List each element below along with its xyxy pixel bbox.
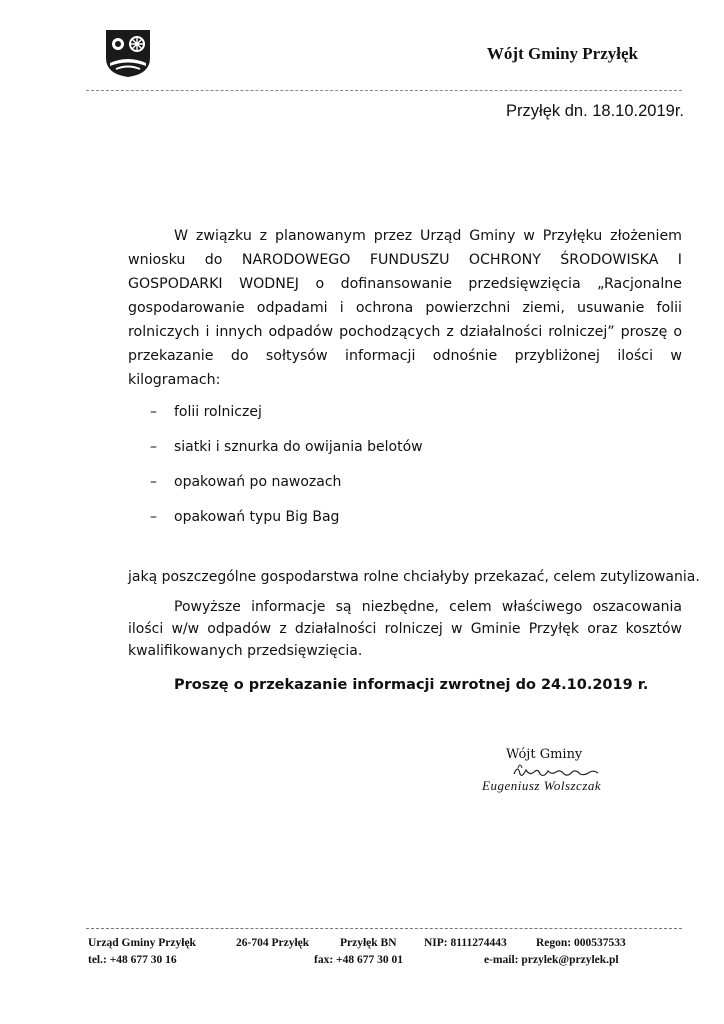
- footer-postal: 26-704 Przyłęk: [236, 937, 310, 949]
- deadline-notice: Proszę o przekazanie informacji zwrotnej do 24.10.2019 r.: [174, 677, 649, 693]
- footer-office: Urząd Gminy Przyłęk: [88, 937, 196, 949]
- footer-regon: Regon: 000537533: [536, 937, 626, 949]
- header-title: Wójt Gminy Przyłęk: [486, 44, 638, 63]
- list-dash: –: [150, 509, 157, 525]
- signature-title: Wójt Gminy: [506, 747, 583, 762]
- place-date: Przyłęk dn. 18.10.2019r.: [506, 102, 684, 120]
- waste-type-list: [150, 400, 423, 540]
- list-dash: –: [150, 404, 157, 420]
- intro-paragraph: W związku z planowanym przez Urząd Gminy w Przyłęku złożeniem wniosku do NARODOWEGO FUNDUSZU OCHRONY ŚRODOWISKA I GOSPODARKI WODNEJ o dofinansowanie przedsięwzięcia „Racjonalne gospodarowanie odpadami i ochrona powierzchni ziemi, usuwanie folii rolniczych i innych odpadów pochodzących z działalności rolniczej” proszę o przekazanie do sołtysów informacji odnośnie przybliżonej ilości w kilogramach:: [128, 228, 682, 388]
- footer-tel: tel.: +48 677 30 16: [88, 954, 177, 966]
- list-item-label: opakowań po nawozach: [174, 474, 342, 490]
- list-item-label: siatki i sznurka do owijania belotów: [174, 439, 423, 455]
- list-dash: –: [150, 474, 157, 490]
- list-item-label: folii rolniczej: [174, 404, 262, 420]
- footer-bank: Przyłęk BN: [340, 937, 397, 949]
- footer-fax: fax: +48 677 30 01: [314, 954, 403, 966]
- municipality-coat-of-arms-icon: [104, 28, 152, 78]
- signatory-name: Eugeniusz Wolszczak: [482, 778, 602, 793]
- header-divider: [86, 90, 682, 91]
- footer-nip: NIP: 8111274443: [424, 937, 507, 949]
- list-item-label: opakowań typu Big Bag: [174, 509, 340, 525]
- list-item: [150, 470, 423, 505]
- purpose-paragraph: jaką poszczególne gospodarstwa rolne chciałyby przekazać, celem zutylizowania.: [128, 569, 700, 585]
- footer-email: e-mail: przylek@przylek.pl: [484, 954, 619, 966]
- list-item: [150, 505, 423, 540]
- footer-divider: [86, 928, 682, 929]
- list-dash: –: [150, 439, 157, 455]
- list-item: [150, 400, 423, 435]
- justification-paragraph: Powyższe informacje są niezbędne, celem właściwego oszacowania ilości w/w odpadów z działalności rolniczej w Gminie Przyłęk oraz kosztów kwalifikowanych przedsięwzięcia.: [128, 599, 682, 659]
- list-item: [150, 435, 423, 470]
